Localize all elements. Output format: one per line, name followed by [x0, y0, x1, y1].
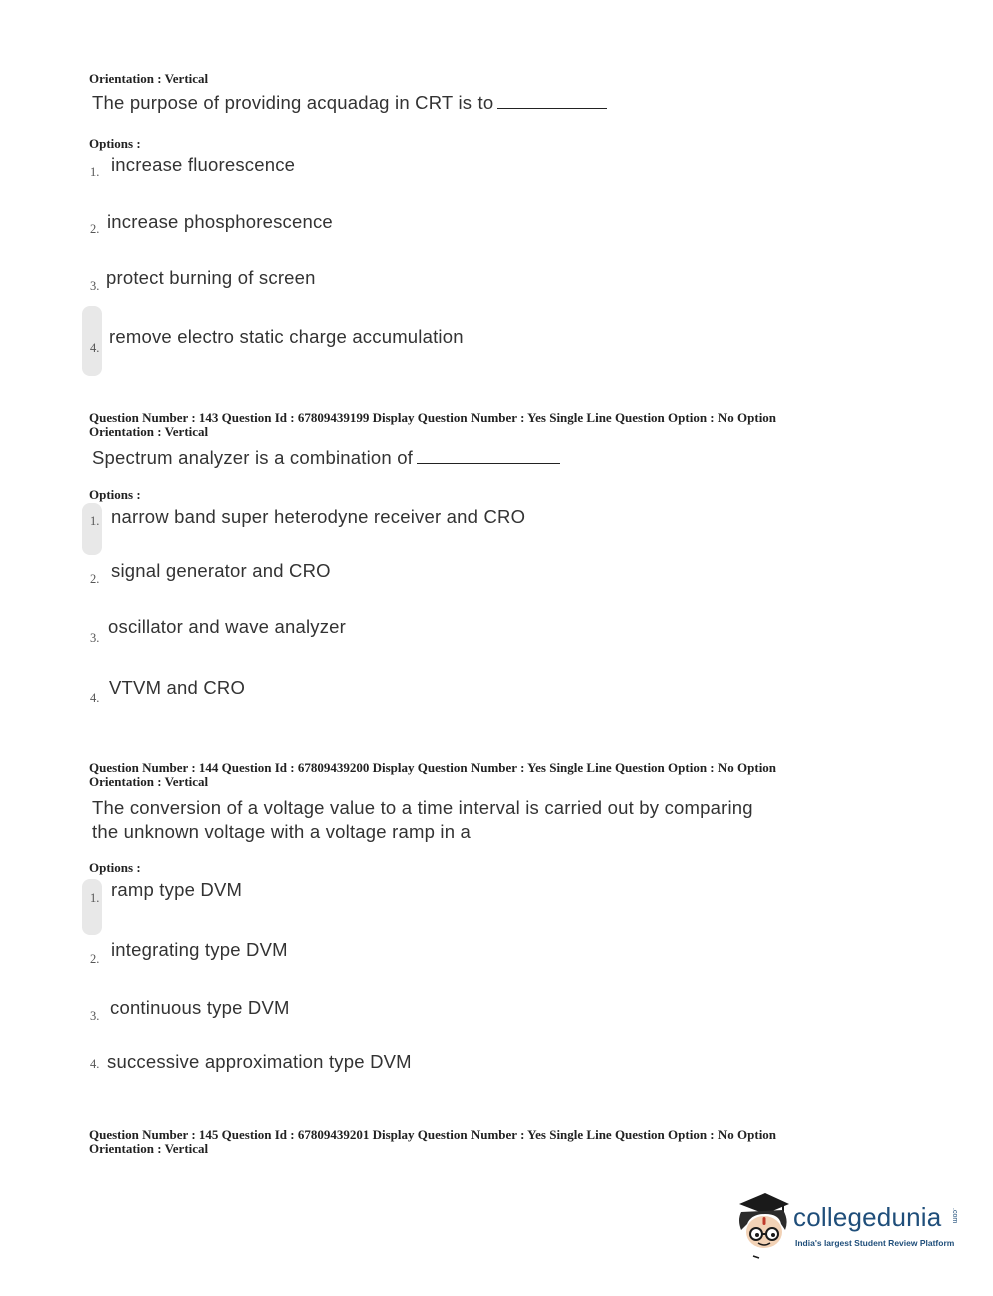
option-number: 3.	[90, 631, 100, 645]
answer-blank	[497, 90, 607, 109]
logo-tagline: India's largest Student Review Platform	[795, 1238, 955, 1248]
option-number: 3.	[90, 1009, 100, 1023]
option-text[interactable]: increase phosphorescence	[107, 211, 333, 232]
option-text[interactable]: integrating type DVM	[111, 939, 288, 960]
question-144-meta-line2: Orientation : Vertical	[89, 774, 209, 789]
question-143-text-content: Spectrum analyzer is a combination of	[92, 447, 414, 468]
question-144-text-line1: The conversion of a voltage value to a time interval is carried out by comparing	[92, 797, 753, 818]
option-text[interactable]: remove electro static charge accumulation	[109, 326, 464, 347]
option-number: 3.	[90, 279, 100, 293]
question-143-meta-line2: Orientation : Vertical	[89, 424, 209, 439]
question-143-meta-line1: Question Number : 143 Question Id : 67809439199 Display Question Number : Yes Single Line Question Option : No Option	[89, 410, 777, 425]
option-text[interactable]: protect burning of screen	[106, 267, 316, 288]
option-number: 2.	[90, 952, 100, 966]
option-text[interactable]: oscillator and wave analyzer	[108, 616, 346, 637]
option-number: 1.	[90, 165, 100, 179]
question-142-text-content: The purpose of providing acquadag in CRT is to	[92, 92, 494, 113]
question-145-meta-line2: Orientation : Vertical	[89, 1141, 209, 1156]
option-text[interactable]: increase fluorescence	[111, 154, 296, 175]
logo-wordmark: collegedunia	[793, 1202, 942, 1232]
option-text[interactable]: ramp type DVM	[111, 879, 243, 900]
option-number: 1.	[90, 514, 100, 528]
answer-blank	[417, 445, 560, 464]
question-142-orientation: Orientation : Vertical	[89, 71, 209, 86]
option-text[interactable]: successive approximation type DVM	[107, 1051, 412, 1072]
option-text[interactable]: continuous type DVM	[110, 997, 290, 1018]
question-145-meta	[89, 1128, 889, 1156]
option-number: 2.	[90, 572, 100, 586]
question-142-text	[92, 90, 607, 115]
question-144-meta-line1: Question Number : 144 Question Id : 67809439200 Display Question Number : Yes Single Line Question Option : No Option	[89, 760, 777, 775]
option-text[interactable]: narrow band super heterodyne receiver and CRO	[111, 506, 526, 527]
logo-domain-suffix: .com	[951, 1208, 958, 1224]
option-number: 4.	[90, 341, 100, 355]
option-number: 4.	[90, 1057, 100, 1071]
student-mascot-icon	[733, 1190, 793, 1260]
option-number: 2.	[90, 222, 100, 236]
question-144-text	[92, 796, 753, 844]
options-label: Options :	[89, 487, 141, 502]
question-143-text	[92, 445, 560, 470]
options-label: Options :	[89, 860, 141, 875]
option-text[interactable]: VTVM and CRO	[109, 677, 246, 698]
correct-option-highlight	[82, 503, 102, 555]
correct-option-highlight	[82, 879, 102, 935]
option-number: 1.	[90, 891, 100, 905]
question-144-text-line2: the unknown voltage with a voltage ramp in a	[92, 821, 472, 842]
question-143-meta	[89, 411, 889, 439]
question-144-meta	[89, 761, 889, 789]
options-label: Options :	[89, 136, 141, 151]
option-text[interactable]: signal generator and CRO	[111, 560, 331, 581]
collegedunia-logo	[733, 1190, 963, 1260]
option-number: 4.	[90, 691, 100, 705]
question-145-meta-line1: Question Number : 145 Question Id : 67809439201 Display Question Number : Yes Single Line Question Option : No Option	[89, 1127, 777, 1142]
